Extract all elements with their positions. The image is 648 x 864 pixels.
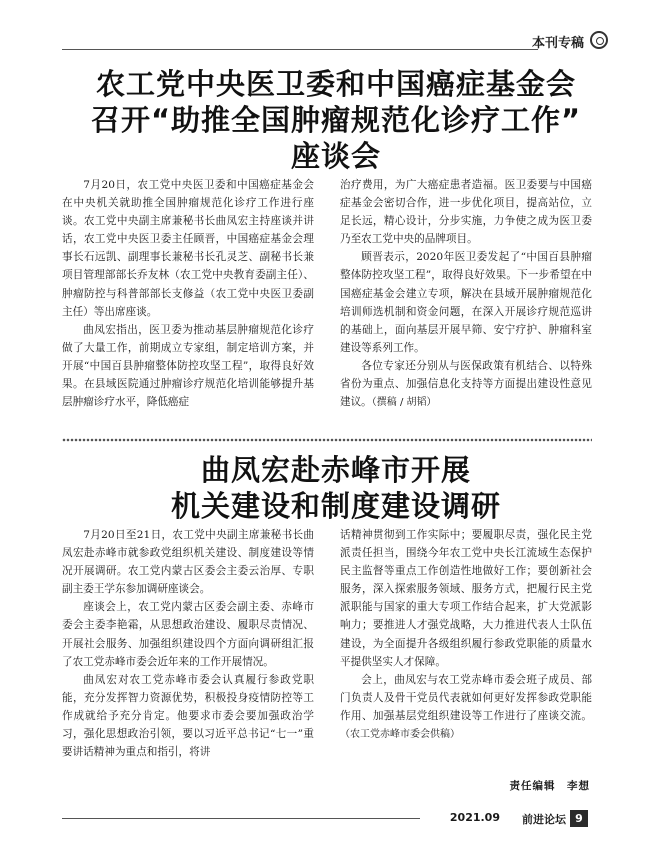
article2-column-right [340, 526, 592, 761]
column-name: 本刊专稿 [531, 36, 584, 51]
article1-title-line: 座谈会 [290, 139, 381, 173]
paragraph [340, 357, 592, 412]
header-rule [62, 49, 538, 50]
paragraph: 曲凤宏对农工党赤峰市委会认真履行参政党职能，充分发挥智力资源优势，积极投身疫情防控等工作成就给予充分肯定。他要求市委会要加强政治学习，强化思想政治引领，要以习近平总书记“七一”重要讲话精神为重点和指引，将讲 [62, 673, 314, 759]
magazine-name: 前进论坛 [522, 813, 566, 826]
paragraph-text: 各位专家还分别从与医保政策有机结合、以特殊省份为重点、加强信息化支持等方面提出建设性意见建议。 [340, 359, 592, 409]
paragraph: 话精神贯彻到工作实际中；要履职尽责，强化民主党派责任担当，围绕今年农工党中央长江流域生态保护民主监督等重点工作创造性地做好工作；要创新社会服务，深入探索服务领域、服务方式，把履行民主党派职能与国家的重大专项工作结合起来，扩大党派影响力；要推进人才强党战略，大力推进代表人士队伍建设，为全面提升各级组织履行参政党职能的质量水平提供坚实人才保障。 [340, 529, 592, 668]
paragraph-text: 会上，曲凤宏与农工党赤峰市委会班子成员、部门负责人及骨干党员代表就如何更好发挥参政党职能作用、加强基层党组织建设等工作进行了座谈交流。 [340, 673, 592, 722]
paragraph: 治疗费用，为广大癌症患者造福。医卫委要与中国癌症基金会密切合作，进一步优化项目，提高站位，立足长远，精心设计，分步实施，力争使之成为医卫委乃至农工党中央的品牌项目。 [340, 179, 592, 246]
article1-column-right [340, 176, 592, 412]
paragraph: 7月20日，农工党中央医卫委和中国癌症基金会在中央机关就助推全国肿瘤规范化诊疗工作进行座谈。农工党中央副主席兼秘书长曲凤宏主持座谈并讲话，农工党中央医卫委主任顾晋，中国癌症基金会理事长石远凯、副理事长兼秘书长孔灵芝、副秘书长兼项目管理部部长乔友林（农工党中央教育委副主任）、肿瘤防控与科普部部长支修益（农工党中央医卫委副主任）等出席座谈。 [62, 179, 314, 318]
page-header [62, 29, 610, 51]
paragraph: 顾晋表示，2020年医卫委发起了“中国百县肿瘤整体防控攻坚工程”，取得良好效果。下一步希望在中国癌症基金会建立专项，解决在县域开展肿瘤规范化培训师选机制和资金问题，在深入开展诊疗规范巡讲的基础上，面向基层开展早筛、安宁疗护、肿瘤科室建设等系列工作。 [340, 251, 592, 354]
paragraph: 座谈会上，农工党内蒙古区委会副主委、赤峰市委会主委李艳霜，从思想政治建设、履职尽责情况、开展社会服务、加强组织建设四个方面向调研组汇报了农工党赤峰市委会近年来的工作开展情况。 [62, 601, 314, 668]
article-divider [62, 438, 592, 442]
article2-body [62, 526, 592, 761]
article2-column-left [62, 526, 314, 761]
responsible-editor: 责任编辑 李想 [509, 780, 590, 792]
article1-credit: （撰稿 / 胡韬） [371, 397, 437, 409]
article1-title [62, 66, 610, 174]
article1-title-line: 农工党中央医卫委和中国癌症基金会 [95, 67, 576, 101]
article2-title-line: 机关建设和制度建设调研 [170, 489, 501, 523]
column-logo-icon [590, 31, 608, 49]
article2-title-line: 曲凤宏赴赤峰市开展 [200, 453, 471, 487]
article1-column-left [62, 176, 314, 412]
article1-title-line: 召开“助推全国肿瘤规范化诊疗工作” [90, 103, 582, 137]
article1-body [62, 176, 592, 412]
article2-credit: （农工党赤峰市委会供稿） [340, 729, 460, 741]
paragraph: 曲凤宏指出，医卫委为推动基层肿瘤规范化诊疗做了大量工作，前期成立专家组，制定培训方案，并开展“中国百县肿瘤整体防控攻坚工程”，取得良好效果。在县域医院通过肿瘤诊疗规范化培训能够提升基层肿瘤诊疗水平，降低癌症 [62, 323, 314, 409]
page-number: 9 [570, 810, 588, 827]
paragraph: 7月20日至21日，农工党中央副主席兼秘书长曲凤宏赴赤峰市就参政党组织机关建设、制度建设等情况开展调研。农工党内蒙古区委会主委云治厚、专职副主委王学东参加调研座谈会。 [62, 529, 314, 596]
paragraph [340, 671, 592, 744]
issue-date: 2021.09 [449, 811, 500, 824]
page-footer [62, 809, 610, 829]
article2-title [62, 452, 610, 524]
footer-rule [62, 818, 420, 819]
